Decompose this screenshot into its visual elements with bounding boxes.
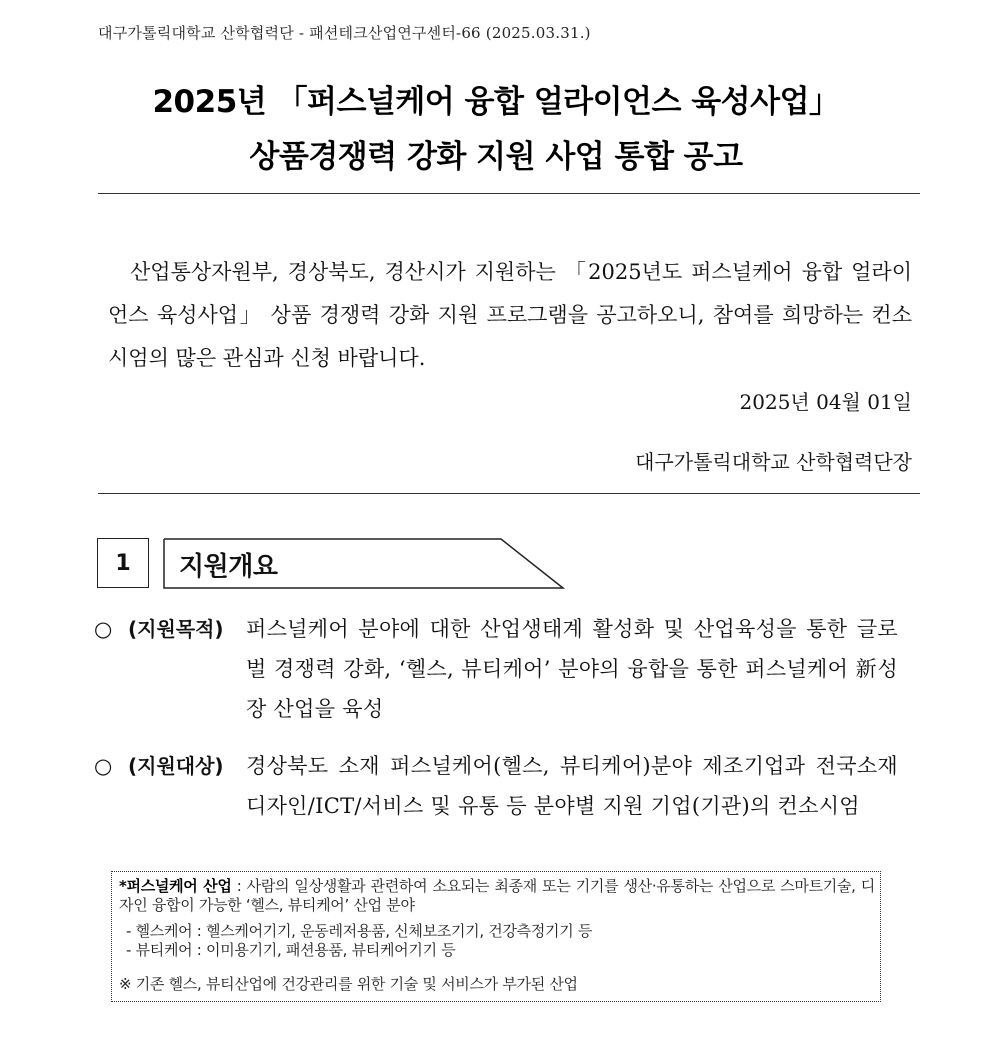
definition-note-box	[111, 871, 881, 1002]
announcement-date: 2025년 04월 01일	[739, 390, 912, 414]
item-text-target: 경상북도 소재 퍼스널케어(헬스, 뷰티케어)분야 제조기업과 전국소재 디자인/ICT/서비스 및 유통 등 분야별 지원 기업(기관)의 컨소시엄	[246, 754, 898, 818]
circle-bullet-icon: ○	[94, 617, 113, 641]
note-term: *퍼스널케어 산업	[119, 877, 232, 895]
item-label-purpose: (지원목적)	[128, 617, 224, 641]
note-footer: ※ 기존 헬스, 뷰티산업에 건강관리를 위한 기술 및 서비스가 부가된 산업	[119, 975, 578, 993]
title-divider	[98, 193, 920, 194]
circle-bullet-icon: ○	[94, 754, 113, 778]
document-title-line1: 2025년 「퍼스널케어 융합 얼라이언스 육성사업」	[152, 84, 840, 120]
document-title-line2: 상품경쟁력 강화 지원 사업 통합 공고	[249, 139, 743, 175]
signature-divider	[98, 493, 920, 494]
note-line-beautycare: - 뷰티케어 : 이미용기기, 패션용품, 뷰티케어기기 등	[126, 941, 456, 959]
note-definition-text: : 사람의 일상생활과 관련하여 소요되는 최종재 또는 기기를 생산·유통하는 산업으로 스마트기술, 디자인 융합이 가능한 ‘헬스, 뷰티케어’ 산업 분야	[119, 877, 875, 914]
intro-text: 산업통상자원부, 경상북도, 경산시가 지원하는 「2025년도 퍼스널케어 융합 얼라이언스 육성사업」 상품 경쟁력 강화 지원 프로그램을 공고하오니, 참여를 희망하는 컨소시엄의 많은 관심과 신청 바랍니다.	[108, 260, 912, 370]
section-title-box	[163, 538, 565, 589]
item-label-target: (지원대상)	[128, 754, 224, 778]
item-text-purpose: 퍼스널케어 분야에 대한 산업생태계 활성화 및 산업육성을 통한 글로벌 경쟁력 강화, ‘헬스, 뷰티케어’ 분야의 융합을 통한 퍼스널케어 新성장 산업을 육성	[246, 617, 898, 721]
note-line-healthcare: - 헬스케어 : 헬스케어기기, 운동레저용품, 신체보조기기, 건강측정기기 등	[126, 922, 593, 940]
document-header: 대구가톨릭대학교 산학협력단 - 패션테크산업연구센터-66 (2025.03.31.)	[98, 24, 591, 42]
section-number-box: 1	[97, 538, 149, 588]
signer: 대구가톨릭대학교 산학협력단장	[635, 450, 912, 474]
section-title: 지원개요	[179, 552, 278, 582]
note-definition	[119, 877, 875, 915]
intro-paragraph	[108, 251, 912, 380]
